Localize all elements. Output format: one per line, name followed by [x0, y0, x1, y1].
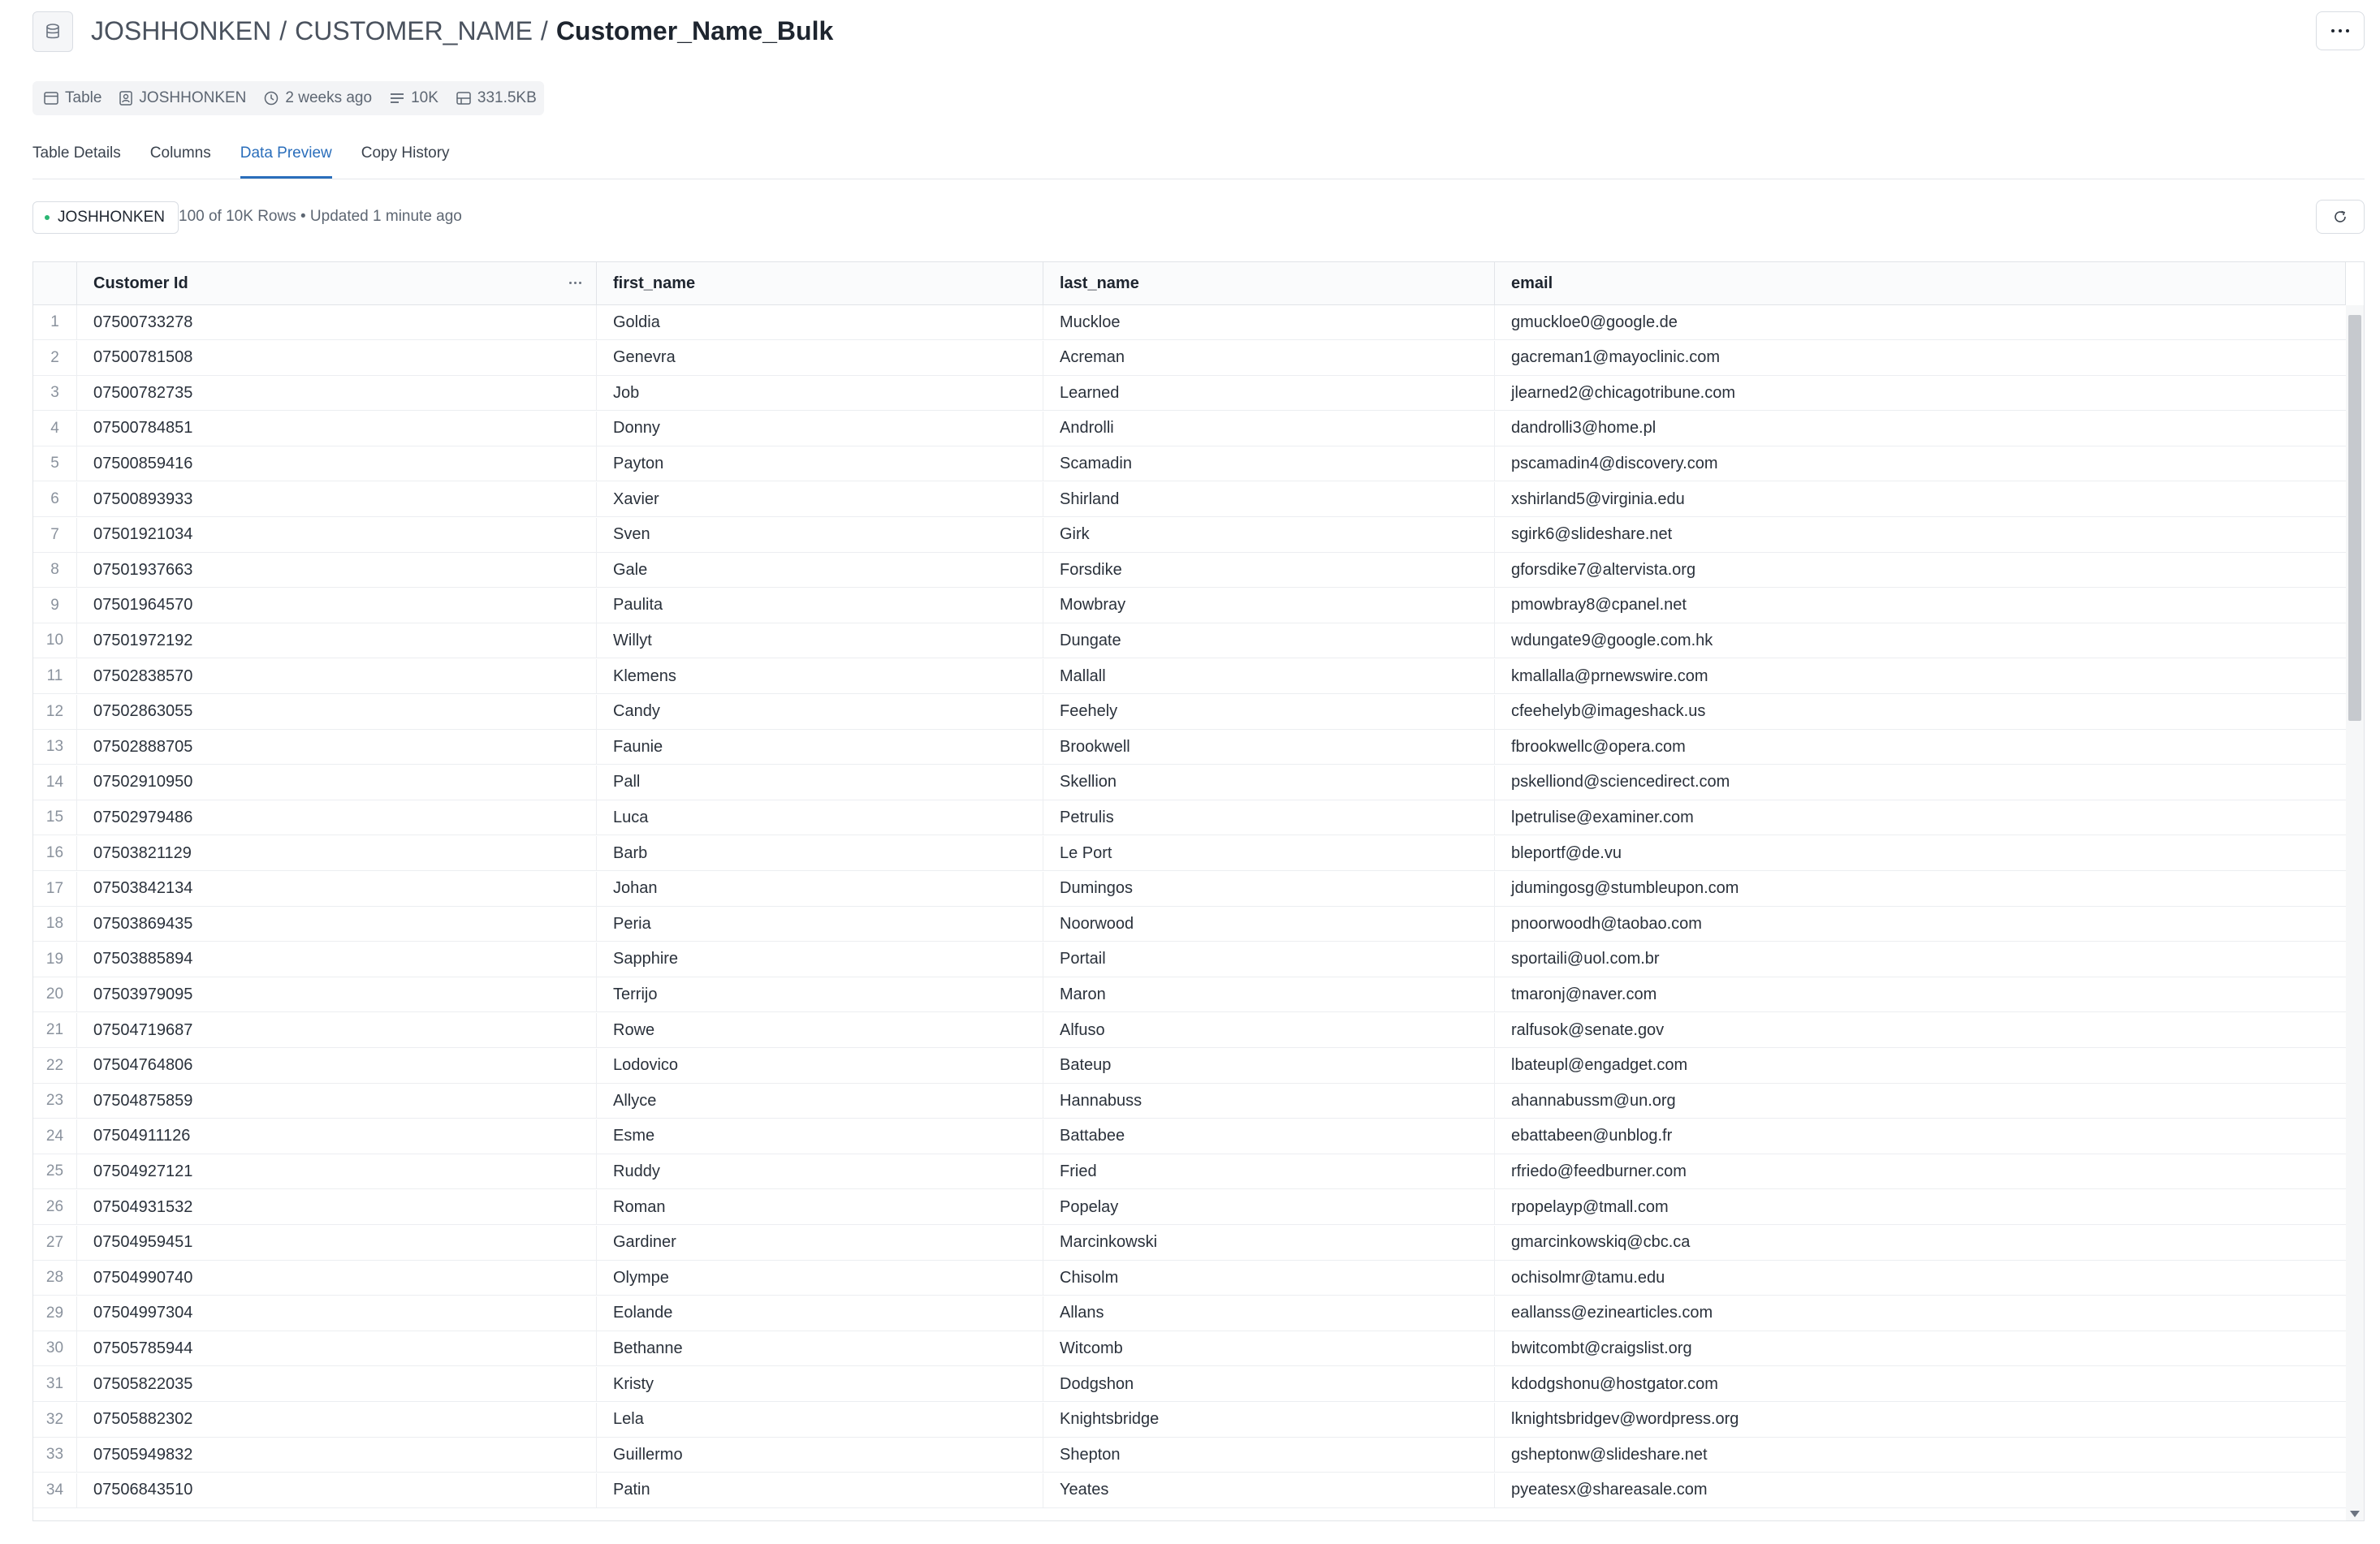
cell-customer-id[interactable]: 07504931532: [77, 1190, 597, 1224]
cell-customer-id[interactable]: 07504997304: [77, 1296, 597, 1331]
cell-first-name[interactable]: Peria: [597, 907, 1043, 941]
cell-first-name[interactable]: Job: [597, 376, 1043, 410]
row-number: 3: [33, 376, 77, 410]
row-number: 24: [33, 1119, 77, 1154]
cell-first-name[interactable]: Guillermo: [597, 1438, 1043, 1472]
cell-first-name[interactable]: Donny: [597, 412, 1043, 446]
cell-last-name[interactable]: Brookwell: [1043, 730, 1495, 764]
table-row[interactable]: [33, 1226, 2346, 1261]
table-row[interactable]: [33, 1296, 2346, 1331]
table-row[interactable]: [33, 1473, 2346, 1508]
more-options-button[interactable]: [2316, 11, 2365, 50]
cell-email[interactable]: pyeatesx@shareasale.com: [1511, 1481, 1708, 1499]
row-number: 2: [33, 341, 77, 375]
cell-first-name[interactable]: Eolande: [597, 1296, 1043, 1331]
cell-last-name[interactable]: Witcomb: [1043, 1331, 1495, 1365]
cell-customer-id[interactable]: 07501964570: [77, 589, 597, 623]
row-number: 11: [33, 659, 77, 693]
breadcrumb-separator: /: [540, 16, 548, 45]
cell-email[interactable]: gmarcinkowskiq@cbc.ca: [1511, 1233, 1691, 1252]
cell-first-name[interactable]: Genevra: [597, 341, 1043, 375]
cell-customer-id[interactable]: 07501937663: [77, 553, 597, 587]
cell-customer-id[interactable]: 07503979095: [77, 977, 597, 1011]
tab-table-details[interactable]: Table Details: [32, 144, 121, 162]
meta-type: [44, 89, 102, 107]
scroll-down-icon[interactable]: [2350, 1511, 2360, 1517]
cell-last-name[interactable]: Alfuso: [1043, 1013, 1495, 1047]
cell-customer-id[interactable]: 07504927121: [77, 1154, 597, 1188]
cell-first-name[interactable]: Lodovico: [597, 1049, 1043, 1083]
table-header: [33, 262, 2346, 305]
cell-last-name[interactable]: Acreman: [1043, 341, 1495, 375]
refresh-icon: [2332, 209, 2348, 225]
cell-first-name[interactable]: Allyce: [597, 1084, 1043, 1118]
table-row[interactable]: [33, 730, 2346, 765]
row-number: 22: [33, 1049, 77, 1083]
cell-email[interactable]: pnoorwoodh@taobao.com: [1511, 914, 1702, 933]
cell-customer-id[interactable]: 07502910950: [77, 766, 597, 800]
cell-first-name[interactable]: Paulita: [597, 589, 1043, 623]
table-row[interactable]: [33, 1403, 2346, 1438]
cell-customer-id[interactable]: 07502979486: [77, 800, 597, 835]
cell-customer-id[interactable]: 07504875859: [77, 1084, 597, 1118]
table-row[interactable]: [33, 376, 2346, 411]
cell-first-name[interactable]: Luca: [597, 800, 1043, 835]
row-number: 12: [33, 695, 77, 729]
breadcrumb-separator: /: [279, 16, 287, 45]
breadcrumb-schema[interactable]: CUSTOMER_NAME: [295, 16, 533, 45]
cell-email[interactable]: cfeehelyb@imageshack.us: [1511, 702, 1706, 721]
table-row[interactable]: [33, 1049, 2346, 1084]
cell-customer-id[interactable]: 07506843510: [77, 1473, 597, 1507]
table-row[interactable]: [33, 482, 2346, 517]
cell-email[interactable]: rfriedo@feedburner.com: [1511, 1162, 1687, 1180]
table-row[interactable]: [33, 942, 2346, 977]
data-grid: [32, 261, 2365, 1521]
column-header-email[interactable]: email: [1495, 262, 2346, 304]
table-row[interactable]: [33, 1367, 2346, 1402]
cell-email[interactable]: sgirk6@slideshare.net: [1511, 525, 1673, 544]
meta-size: [456, 89, 537, 107]
table-row[interactable]: [33, 412, 2346, 446]
cell-email[interactable]: dandrolli3@home.pl: [1511, 419, 1656, 438]
cell-customer-id[interactable]: 07504911126: [77, 1119, 597, 1154]
row-number: 13: [33, 730, 77, 764]
table-row[interactable]: [33, 872, 2346, 907]
cell-last-name[interactable]: Chisolm: [1043, 1261, 1495, 1295]
cell-customer-id[interactable]: 07504990740: [77, 1261, 597, 1295]
row-number: 8: [33, 553, 77, 587]
cell-last-name[interactable]: Petrulis: [1043, 800, 1495, 835]
table-row[interactable]: [33, 446, 2346, 481]
cell-first-name[interactable]: Barb: [597, 836, 1043, 870]
row-number-header: [33, 262, 77, 304]
tab-columns[interactable]: Columns: [149, 144, 211, 162]
cell-email[interactable]: kmallalla@prnewswire.com: [1511, 666, 1708, 685]
cell-first-name[interactable]: Sapphire: [597, 942, 1043, 977]
cell-email[interactable]: pscamadin4@discovery.com: [1511, 454, 1718, 472]
table-row[interactable]: [33, 695, 2346, 730]
cell-customer-id[interactable]: 07500893933: [77, 482, 597, 516]
cell-email[interactable]: gsheptonw@slideshare.net: [1511, 1445, 1708, 1464]
table-row[interactable]: [33, 836, 2346, 871]
cell-first-name[interactable]: Faunie: [597, 730, 1043, 764]
cell-last-name[interactable]: Popelay: [1043, 1190, 1495, 1224]
cell-last-name[interactable]: Androlli: [1043, 412, 1495, 446]
tab-copy-history[interactable]: Copy History: [361, 144, 450, 162]
row-number: 4: [33, 412, 77, 446]
cell-customer-id[interactable]: 07504959451: [77, 1226, 597, 1260]
cell-email[interactable]: bwitcombt@craigslist.org: [1511, 1339, 1692, 1357]
cell-email[interactable]: lknightsbridgev@wordpress.org: [1511, 1410, 1739, 1429]
meta-size-label: 331.5KB: [477, 89, 537, 106]
cell-email[interactable]: ahannabussm@un.org: [1511, 1091, 1676, 1110]
cell-customer-id[interactable]: 07500784851: [77, 412, 597, 446]
cell-customer-id[interactable]: 07505822035: [77, 1367, 597, 1401]
row-number: 17: [33, 872, 77, 906]
cell-last-name[interactable]: Allans: [1043, 1296, 1495, 1331]
cell-last-name[interactable]: Mowbray: [1043, 589, 1495, 623]
cell-email[interactable]: xshirland5@virginia.edu: [1511, 490, 1685, 508]
status-dot-icon: [45, 215, 50, 220]
cell-last-name[interactable]: Battabee: [1043, 1119, 1495, 1154]
table-row[interactable]: [33, 907, 2346, 942]
cell-customer-id[interactable]: 07505949832: [77, 1438, 597, 1472]
cell-customer-id[interactable]: 07502888705: [77, 730, 597, 764]
cell-first-name[interactable]: Johan: [597, 872, 1043, 906]
cell-last-name[interactable]: Fried: [1043, 1154, 1495, 1188]
cell-customer-id[interactable]: 07503885894: [77, 942, 597, 977]
cell-last-name[interactable]: Mallall: [1043, 659, 1495, 693]
tab-data-preview[interactable]: Data Preview: [240, 140, 332, 179]
cell-email[interactable]: lpetrulise@examiner.com: [1511, 808, 1694, 826]
meta-owner-label: JOSHHONKEN: [139, 89, 247, 106]
cell-first-name[interactable]: Lela: [597, 1403, 1043, 1437]
cell-customer-id[interactable]: 07501972192: [77, 623, 597, 658]
cell-last-name[interactable]: Shepton: [1043, 1438, 1495, 1472]
table-row[interactable]: [33, 341, 2346, 376]
rows-icon: [390, 93, 404, 104]
cell-first-name[interactable]: Patin: [597, 1473, 1043, 1507]
cell-email[interactable]: jdumingosg@stumbleupon.com: [1511, 879, 1739, 898]
table-row[interactable]: [33, 1331, 2346, 1366]
vertical-scrollbar[interactable]: [2346, 305, 2364, 1520]
scrollbar-thumb[interactable]: [2348, 315, 2361, 721]
cell-customer-id[interactable]: 07500782735: [77, 376, 597, 410]
cell-last-name[interactable]: Forsdike: [1043, 553, 1495, 587]
row-number: 14: [33, 766, 77, 800]
row-number: 23: [33, 1084, 77, 1118]
cell-last-name[interactable]: Dodgshon: [1043, 1367, 1495, 1401]
row-number: 15: [33, 800, 77, 835]
cell-first-name[interactable]: Ruddy: [597, 1154, 1043, 1188]
table-row[interactable]: [33, 305, 2346, 340]
cell-email[interactable]: pskelliond@sciencedirect.com: [1511, 773, 1730, 791]
table-row[interactable]: [33, 1190, 2346, 1225]
cell-email[interactable]: jlearned2@chicagotribune.com: [1511, 383, 1736, 402]
cell-last-name[interactable]: Marcinkowski: [1043, 1226, 1495, 1260]
page-title: [91, 13, 833, 49]
cell-email[interactable]: gforsdike7@altervista.org: [1511, 560, 1696, 579]
cell-email[interactable]: gmuckloe0@google.de: [1511, 313, 1678, 331]
cell-last-name[interactable]: Skellion: [1043, 766, 1495, 800]
cell-first-name[interactable]: Esme: [597, 1119, 1043, 1154]
cell-email[interactable]: gacreman1@mayoclinic.com: [1511, 348, 1721, 367]
cell-email[interactable]: rpopelayp@tmall.com: [1511, 1197, 1669, 1216]
column-header-label: Customer Id: [93, 274, 188, 292]
row-number: 10: [33, 623, 77, 658]
table-row[interactable]: [33, 518, 2346, 553]
cell-last-name[interactable]: Girk: [1043, 518, 1495, 552]
cell-first-name[interactable]: Willyt: [597, 623, 1043, 658]
table-row[interactable]: [33, 800, 2346, 835]
cell-customer-id[interactable]: 07501921034: [77, 518, 597, 552]
cell-first-name[interactable]: Olympe: [597, 1261, 1043, 1295]
row-number: 6: [33, 482, 77, 516]
table-row[interactable]: [33, 1154, 2346, 1189]
cell-last-name[interactable]: Maron: [1043, 977, 1495, 1011]
cell-customer-id[interactable]: 07503821129: [77, 836, 597, 870]
table-row[interactable]: [33, 659, 2346, 694]
cell-last-name[interactable]: Scamadin: [1043, 446, 1495, 481]
cell-email[interactable]: bleportf@de.vu: [1511, 843, 1622, 862]
cell-last-name[interactable]: Bateup: [1043, 1049, 1495, 1083]
meta-owner: [119, 89, 246, 107]
cell-email[interactable]: ochisolmr@tamu.edu: [1511, 1268, 1665, 1287]
cell-customer-id[interactable]: 07503869435: [77, 907, 597, 941]
cell-first-name[interactable]: Terrijo: [597, 977, 1043, 1011]
role-badge-label: JOSHHONKEN: [58, 209, 165, 226]
row-number: 25: [33, 1154, 77, 1188]
table-row[interactable]: [33, 553, 2346, 588]
cell-email[interactable]: sportaili@uol.com.br: [1511, 950, 1660, 968]
cell-customer-id[interactable]: 07505882302: [77, 1403, 597, 1437]
row-number: 33: [33, 1438, 77, 1472]
cell-first-name[interactable]: Payton: [597, 446, 1043, 481]
row-number: 29: [33, 1296, 77, 1331]
row-number: 16: [33, 836, 77, 870]
clock-icon: [264, 91, 279, 106]
storage-icon: [456, 92, 471, 105]
cell-last-name[interactable]: Yeates: [1043, 1473, 1495, 1507]
meta-updated: [264, 89, 372, 107]
cell-customer-id[interactable]: 07502838570: [77, 659, 597, 693]
row-number: 1: [33, 305, 77, 339]
table-row[interactable]: [33, 589, 2346, 623]
row-number: 20: [33, 977, 77, 1011]
cell-first-name[interactable]: Rowe: [597, 1013, 1043, 1047]
row-number: 19: [33, 942, 77, 977]
cell-first-name[interactable]: Klemens: [597, 659, 1043, 693]
table-row[interactable]: [33, 977, 2346, 1012]
column-header-last-name[interactable]: last_name: [1043, 262, 1495, 304]
cell-customer-id[interactable]: 07502863055: [77, 695, 597, 729]
cell-last-name[interactable]: Hannabuss: [1043, 1084, 1495, 1118]
tab-bar: [32, 140, 2365, 179]
cell-first-name[interactable]: Roman: [597, 1190, 1043, 1224]
meta-rows-label: 10K: [411, 89, 438, 106]
row-number: 34: [33, 1473, 77, 1507]
cell-first-name[interactable]: Gale: [597, 553, 1043, 587]
cell-email[interactable]: pmowbray8@cpanel.net: [1511, 596, 1687, 615]
cell-email[interactable]: wdungate9@google.com.hk: [1511, 631, 1713, 649]
cell-last-name[interactable]: Feehely: [1043, 695, 1495, 729]
row-number: 9: [33, 589, 77, 623]
cell-last-name[interactable]: Le Port: [1043, 836, 1495, 870]
cell-email[interactable]: fbrookwellc@opera.com: [1511, 737, 1686, 756]
cell-first-name[interactable]: Pall: [597, 766, 1043, 800]
cell-email[interactable]: tmaronj@naver.com: [1511, 985, 1657, 1003]
cell-email[interactable]: lbateupl@engadget.com: [1511, 1056, 1688, 1075]
cell-last-name[interactable]: Knightsbridge: [1043, 1403, 1495, 1437]
table-row[interactable]: [33, 1084, 2346, 1119]
column-menu-icon[interactable]: [569, 282, 581, 284]
meta-updated-label: 2 weeks ago: [285, 89, 373, 106]
cell-last-name[interactable]: Noorwood: [1043, 907, 1495, 941]
row-number: 32: [33, 1403, 77, 1437]
more-horizontal-icon: [2331, 29, 2335, 32]
table-row[interactable]: [33, 1013, 2346, 1048]
breadcrumb-table: Customer_Name_Bulk: [555, 16, 834, 45]
table-row[interactable]: [33, 1438, 2346, 1473]
cell-first-name[interactable]: Gardiner: [597, 1226, 1043, 1260]
cell-last-name[interactable]: Shirland: [1043, 482, 1495, 516]
row-number: 7: [33, 518, 77, 552]
cell-customer-id[interactable]: 07503842134: [77, 872, 597, 906]
cell-last-name[interactable]: Learned: [1043, 376, 1495, 410]
cell-first-name[interactable]: Bethanne: [597, 1331, 1043, 1365]
cell-email[interactable]: eallanss@ezinearticles.com: [1511, 1304, 1713, 1322]
cell-first-name[interactable]: Kristy: [597, 1367, 1043, 1401]
row-number: 5: [33, 446, 77, 481]
table-row[interactable]: [33, 623, 2346, 658]
breadcrumb-database[interactable]: JOSHHONKEN: [91, 16, 272, 45]
role-badge[interactable]: [32, 201, 179, 234]
table-meta-bar: [32, 81, 544, 115]
table-row[interactable]: [33, 1261, 2346, 1296]
cell-last-name[interactable]: Portail: [1043, 942, 1495, 977]
cell-customer-id[interactable]: 07500781508: [77, 341, 597, 375]
table-icon: [44, 92, 58, 105]
row-number: 27: [33, 1226, 77, 1260]
cell-customer-id[interactable]: 07504764806: [77, 1049, 597, 1083]
cell-first-name[interactable]: Xavier: [597, 482, 1043, 516]
row-number: 26: [33, 1190, 77, 1224]
cell-email[interactable]: kdodgshonu@hostgator.com: [1511, 1374, 1718, 1393]
column-header-customer-id[interactable]: [77, 262, 597, 304]
meta-rows: [390, 89, 438, 107]
rows-info: 100 of 10K Rows • Updated 1 minute ago: [179, 208, 462, 225]
table-row[interactable]: [33, 766, 2346, 800]
refresh-button[interactable]: [2316, 200, 2365, 234]
cell-last-name[interactable]: Dumingos: [1043, 872, 1495, 906]
row-number: 18: [33, 907, 77, 941]
cell-last-name[interactable]: Dungate: [1043, 623, 1495, 658]
row-number: 21: [33, 1013, 77, 1047]
cell-email[interactable]: ebattabeen@unblog.fr: [1511, 1127, 1673, 1145]
row-number: 28: [33, 1261, 77, 1295]
cell-email[interactable]: ralfusok@senate.gov: [1511, 1020, 1665, 1039]
cell-first-name[interactable]: Sven: [597, 518, 1043, 552]
column-header-first-name[interactable]: first_name: [597, 262, 1043, 304]
cell-first-name[interactable]: Goldia: [597, 305, 1043, 339]
table-row[interactable]: [33, 1119, 2346, 1154]
cell-customer-id[interactable]: 07505785944: [77, 1331, 597, 1365]
row-number: 30: [33, 1331, 77, 1365]
meta-type-label: Table: [65, 89, 102, 106]
cell-last-name[interactable]: Muckloe: [1043, 305, 1495, 339]
cell-customer-id[interactable]: 07500733278: [77, 305, 597, 339]
cell-customer-id[interactable]: 07504719687: [77, 1013, 597, 1047]
cell-customer-id[interactable]: 07500859416: [77, 446, 597, 481]
cell-first-name[interactable]: Candy: [597, 695, 1043, 729]
table-object-icon: [32, 11, 73, 52]
user-badge-icon: [119, 91, 132, 106]
row-number: 31: [33, 1367, 77, 1401]
